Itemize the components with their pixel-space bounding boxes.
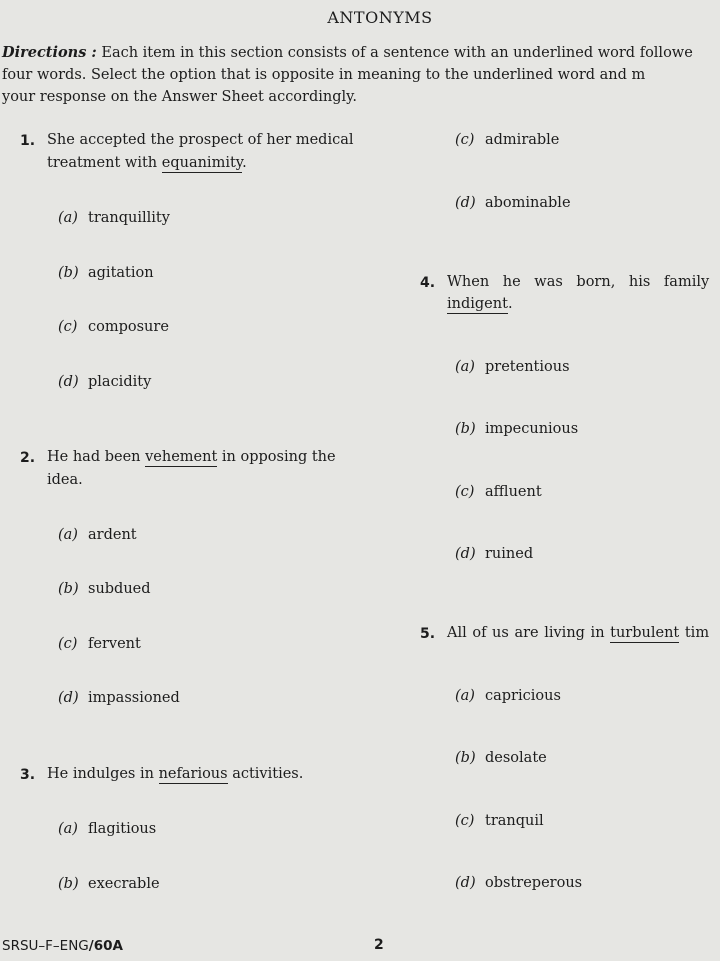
option-d[interactable]: (d) ruined (455, 546, 534, 562)
underlined-word: vehement (145, 449, 218, 465)
option-c[interactable]: (c) composure (58, 319, 169, 335)
underlined-word: nefarious (158, 766, 228, 782)
question-text-line: treatment with equanimity. (47, 155, 247, 171)
option-a[interactable]: (a) ardent (58, 527, 137, 543)
question-text-line: All of us are living in turbulent tim (447, 625, 710, 641)
directions-label: Directions : (2, 44, 97, 61)
option-a[interactable]: (a) tranquillity (58, 210, 170, 226)
page-number: 2 (374, 937, 384, 953)
option-b[interactable]: (b) agitation (58, 265, 154, 281)
option-b[interactable]: (b) impecunious (455, 421, 579, 437)
directions-line-1: Directions : Each item in this section consists of a sentence with an underlined word followe (2, 44, 693, 61)
option-d[interactable]: (d) impassioned (58, 690, 180, 706)
option-a[interactable]: (a) flagitious (58, 821, 157, 837)
question-number: 3. (20, 767, 36, 783)
option-d[interactable]: (d) placidity (58, 374, 152, 390)
underlined-word: turbulent (610, 625, 680, 641)
option-c[interactable]: (c) tranquil (455, 813, 544, 829)
option-a[interactable]: (a) pretentious (455, 359, 570, 375)
question-number: 2. (20, 450, 36, 466)
directions-paragraph (2, 42, 720, 108)
question-text-line: When he was born, his family (447, 274, 710, 290)
option-b[interactable]: (b) subdued (58, 581, 151, 597)
section-title: ANTONYMS (327, 8, 433, 27)
booklet-code: SRSU–F–ENG/60A (2, 938, 123, 954)
question-text-line: She accepted the prospect of her medical (47, 132, 354, 148)
option-d[interactable]: (d) obstreperous (455, 875, 583, 891)
option-c[interactable]: (c) affluent (455, 484, 542, 500)
underlined-word: equanimity (161, 155, 243, 171)
option-c[interactable]: (c) fervent (58, 636, 141, 652)
option-d[interactable]: (d) abominable (455, 195, 571, 211)
option-b[interactable]: (b) desolate (455, 750, 547, 766)
option-c[interactable]: (c) admirable (455, 132, 560, 148)
question-text-line: He had been vehement in opposing the (47, 449, 336, 465)
directions-line-2: four words. Select the option that is opposite in meaning to the underlined word and m (2, 67, 646, 83)
directions-line-3: your response on the Answer Sheet accordingly. (2, 89, 358, 105)
underlined-word: indigent (447, 296, 508, 312)
question-text-line: indigent. (447, 296, 513, 312)
question-number: 1. (20, 133, 36, 149)
question-text-line: idea. (47, 472, 83, 488)
question-number: 5. (420, 626, 436, 642)
option-b[interactable]: (b) execrable (58, 876, 160, 892)
question-text-line: He indulges in nefarious activities. (47, 766, 304, 782)
option-a[interactable]: (a) capricious (455, 688, 561, 704)
question-number: 4. (420, 275, 436, 291)
